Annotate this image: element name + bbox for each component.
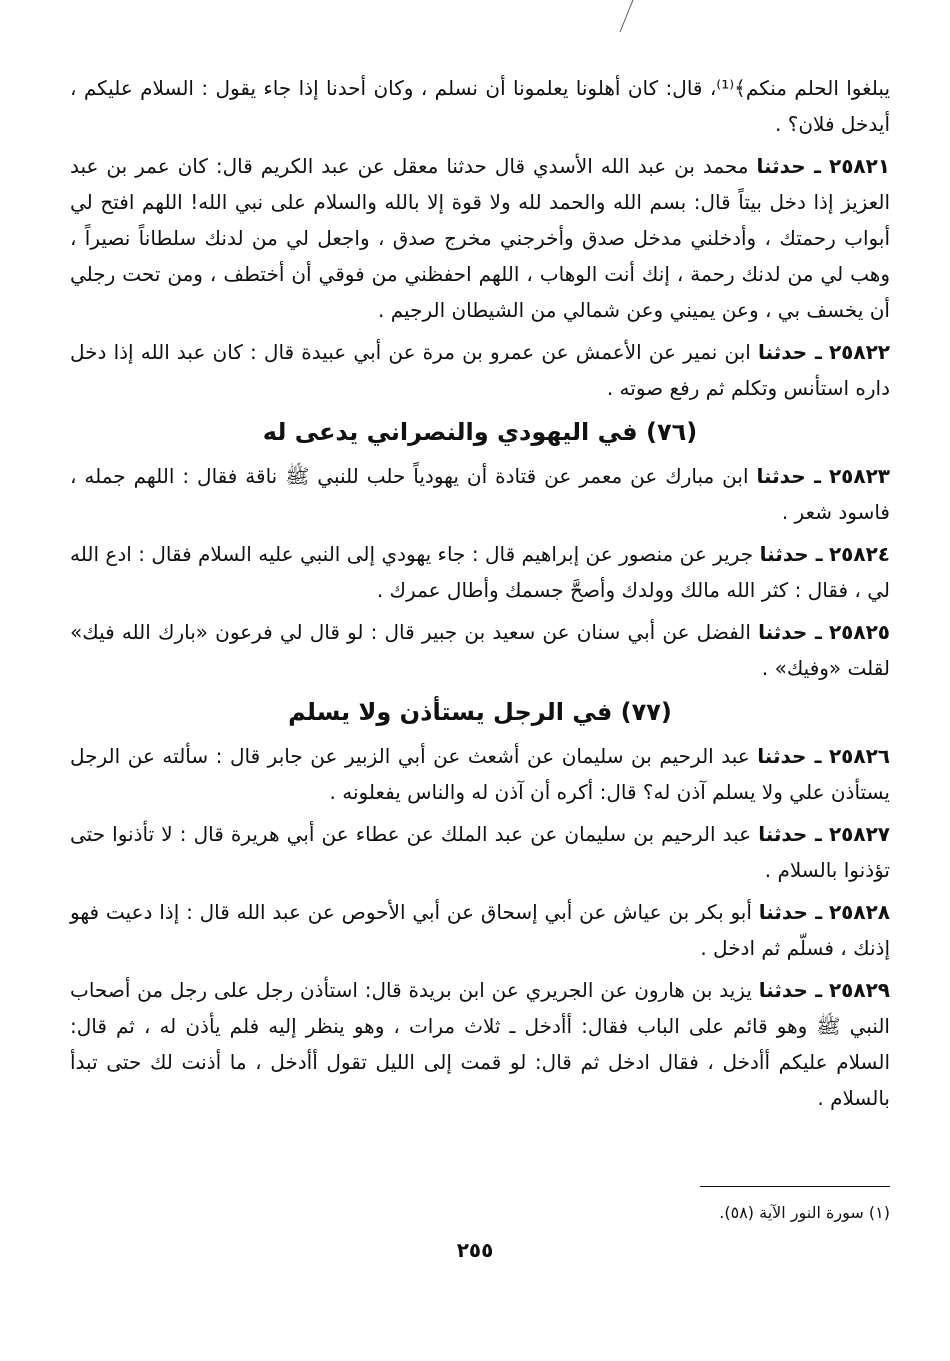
- hadith-lead: ـ حدثنا: [756, 154, 822, 178]
- hadith-lead: ـ حدثنا: [758, 822, 822, 846]
- hadith-lead: ـ حدثنا: [758, 340, 822, 364]
- hadith-text: يزيد بن هارون عن الجريري عن ابن بريدة قال: استأذن رجل على رجل من أصحاب النبي ﷺ وهو قائم على الباب فقال: أأدخل ـ ثلاث مرات ، وهو ينظر إليه فلم يأذن له ، ثم قال: السلام عليكم أأدخل ، فقال ادخل ثم قال: لو قمت إلى الليل تقول أأدخل ، ما أذنت لك حتى تبدأ بالسلام .: [70, 978, 890, 1110]
- hadith-lead: ـ حدثنا: [756, 464, 822, 488]
- hadith-25826: [70, 738, 890, 810]
- hadith-number: ٢٥٨٢٧: [828, 822, 891, 846]
- hadith-lead: ـ حدثنا: [758, 620, 822, 644]
- chapter-heading-76: (٧٦) في اليهودي والنصراني يدعى له: [262, 418, 698, 446]
- hadith-text: ابن مبارك عن معمر عن قتادة أن يهودياً حلب للنبي ﷺ ناقة فقال : اللهم جمله ، فاسود شعر .: [70, 464, 890, 524]
- hadith-lead: ـ حدثنا: [757, 744, 822, 768]
- hadith-25829: [70, 972, 890, 1116]
- hadith-25827: [70, 816, 890, 888]
- hadith-lead: ـ حدثنا: [758, 900, 823, 924]
- hadith-number: ٢٥٨٢٣: [828, 464, 891, 488]
- hadith-lead: ـ حدثنا: [758, 978, 823, 1002]
- hadith-number: ٢٥٨٢٥: [828, 620, 890, 644]
- scan-artifact-line: [620, 0, 652, 32]
- hadith-lead: ـ حدثنا: [759, 542, 823, 566]
- hadith-number: ٢٥٨٢٩: [828, 978, 890, 1002]
- hadith-text: الفضل عن أبي سنان عن سعيد بن جبير قال : لو قال لي فرعون «بارك الله فيك» لقلت «وفيك» .: [70, 620, 890, 680]
- hadith-text: ابن نمير عن الأعمش عن عمرو بن مرة عن أبي عبيدة قال : كان عبد الله إذا دخل داره استأنس وتكلم ثم رفع صوته .: [70, 340, 890, 400]
- hadith-25824: [70, 536, 890, 608]
- hadith-25828: [70, 894, 890, 966]
- hadith-text: عبد الرحيم بن سليمان عن أشعث عن أبي الزبير عن جابر قال : سألته عن الرجل يستأذن علي ولا يسلم آذن له؟ قال: أكره أن آذن له والناس يفعلونه .: [70, 744, 890, 804]
- hadith-25825: [70, 614, 890, 686]
- hadith-text: أبو بكر بن عياش عن أبي إسحاق عن أبي الأحوص عن عبد الله قال : إذا دعيت فهو إذنك ، فسلّم ثم ادخل .: [70, 900, 890, 960]
- footnote-divider: [700, 1186, 890, 1187]
- page-body: [70, 70, 890, 1122]
- hadith-25823: [70, 458, 890, 530]
- footnote: (١) سورة النور الآية (٥٨).: [719, 1203, 890, 1222]
- hadith-number: ٢٥٨٢٦: [828, 744, 891, 768]
- intro-text: يبلغوا الحلم منكم﴾⁽¹⁾، قال: كان أهلونا يعلمونا أن نسلم ، وكان أحدنا إذا جاء يقول : السلام عليكم ، أيدخل فلان؟ .: [70, 76, 891, 136]
- chapter-heading-77: (٧٧) في الرجل يستأذن ولا يسلم: [288, 698, 672, 726]
- hadith-number: ٢٥٨٢١: [828, 154, 891, 178]
- hadith-text: عبد الرحيم بن سليمان عن عبد الملك عن عطاء عن أبي هريرة قال : لا تأذنوا حتى تؤذنوا بالسلام .: [70, 822, 890, 882]
- hadith-number: ٢٥٨٢٤: [828, 542, 891, 566]
- hadith-25821: [70, 148, 890, 328]
- hadith-text: محمد بن عبد الله الأسدي قال حدثنا معقل عن عبد الكريم قال: كان عمر بن عبد العزيز إذا دخل بيتاً قال: بسم الله والحمد لله ولا قوة إلا بالله والسلام على نبي الله! اللهم افتح لي أبواب رحمتك ، وأدخلني مدخل صدق وأخرجني مخرج صدق ، واجعل لي من لدنك سلطاناً نصيراً ، وهب لي من لدنك رحمة ، إنك أنت الوهاب ، اللهم احفظني من فوقي أن أختطف ، ومن تحت رجلي أن يخسف بي ، وعن يميني وعن شمالي من الشيطان الرجيم .: [70, 154, 890, 322]
- hadith-number: ٢٥٨٢٢: [828, 340, 891, 364]
- hadith-25822: [70, 334, 890, 406]
- hadith-number: ٢٥٨٢٨: [828, 900, 890, 924]
- intro-paragraph: [70, 70, 890, 142]
- page-number: ٢٥٥: [456, 1238, 494, 1262]
- hadith-text: جرير عن منصور عن إبراهيم قال : جاء يهودي إلى النبي عليه السلام فقال : ادع الله لي ، فقال : كثر الله مالك وولدك وأصحَّ جسمك وأطال عمرك .: [70, 542, 890, 602]
